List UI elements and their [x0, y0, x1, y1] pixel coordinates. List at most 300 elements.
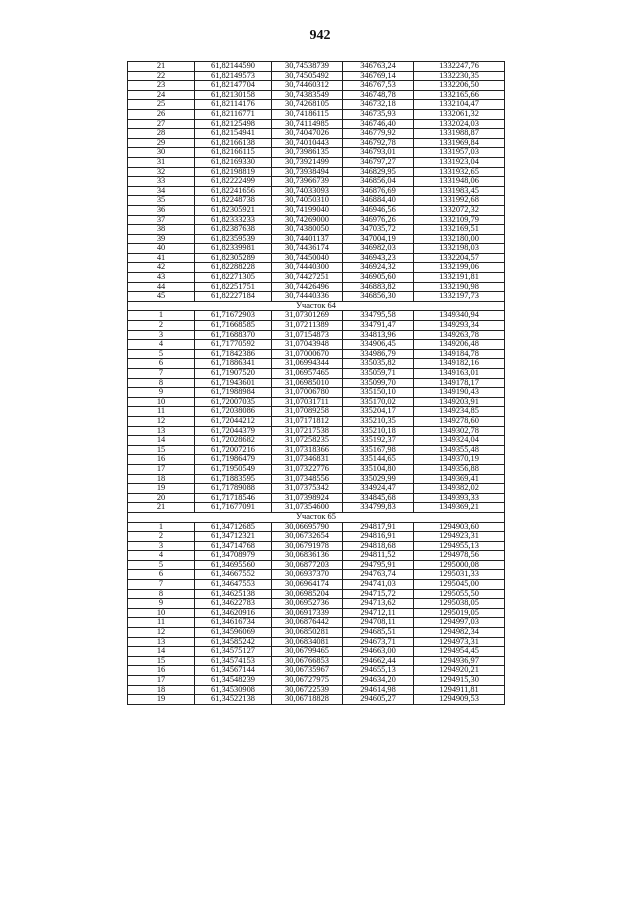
point-number-cell: 20: [128, 493, 195, 503]
x-coordinate-cell: 346982,03: [343, 244, 414, 254]
longitude-cell: 30,06877203: [272, 560, 343, 570]
longitude-cell: 30,06917339: [272, 608, 343, 618]
latitude-cell: 61,72007216: [195, 445, 272, 455]
y-coordinate-cell: 1294936,97: [414, 656, 505, 666]
longitude-cell: 30,06718828: [272, 695, 343, 705]
y-coordinate-cell: 1294973,31: [414, 637, 505, 647]
latitude-cell: 61,34548239: [195, 676, 272, 686]
x-coordinate-cell: 294614,98: [343, 685, 414, 695]
latitude-cell: 61,82169330: [195, 157, 272, 167]
y-coordinate-cell: 1295019,05: [414, 608, 505, 618]
longitude-cell: 30,74426496: [272, 282, 343, 292]
table-row: [128, 455, 505, 465]
table-row: [128, 628, 505, 638]
x-coordinate-cell: 346884,40: [343, 196, 414, 206]
longitude-cell: 31,07154873: [272, 330, 343, 340]
coordinates-table-body: [128, 62, 505, 705]
y-coordinate-cell: 1294982,34: [414, 628, 505, 638]
latitude-cell: 61,34622783: [195, 599, 272, 609]
point-number-cell: 17: [128, 464, 195, 474]
point-number-cell: 9: [128, 599, 195, 609]
y-coordinate-cell: 1332191,81: [414, 273, 505, 283]
table-row: [128, 215, 505, 225]
table-row: [128, 234, 505, 244]
table-row: [128, 196, 505, 206]
longitude-cell: 31,07258235: [272, 436, 343, 446]
x-coordinate-cell: 294663,00: [343, 647, 414, 657]
y-coordinate-cell: 1349324,04: [414, 436, 505, 446]
latitude-cell: 61,34567144: [195, 666, 272, 676]
y-coordinate-cell: 1295055,50: [414, 589, 505, 599]
point-number-cell: 31: [128, 157, 195, 167]
x-coordinate-cell: 335210,18: [343, 426, 414, 436]
point-number-cell: 7: [128, 369, 195, 379]
x-coordinate-cell: 347035,72: [343, 225, 414, 235]
latitude-cell: 61,34625138: [195, 589, 272, 599]
y-coordinate-cell: 1294923,31: [414, 532, 505, 542]
point-number-cell: 41: [128, 253, 195, 263]
longitude-cell: 31,07322776: [272, 464, 343, 474]
y-coordinate-cell: 1349302,78: [414, 426, 505, 436]
point-number-cell: 11: [128, 407, 195, 417]
longitude-cell: 30,06766853: [272, 656, 343, 666]
latitude-cell: 61,82154941: [195, 129, 272, 139]
y-coordinate-cell: 1349369,41: [414, 474, 505, 484]
y-coordinate-cell: 1332190,98: [414, 282, 505, 292]
latitude-cell: 61,82305289: [195, 253, 272, 263]
longitude-cell: 30,74010443: [272, 138, 343, 148]
longitude-cell: 30,06985204: [272, 589, 343, 599]
latitude-cell: 61,34647553: [195, 580, 272, 590]
table-row: [128, 273, 505, 283]
table-row: [128, 570, 505, 580]
x-coordinate-cell: 346856,04: [343, 177, 414, 187]
table-row: [128, 493, 505, 503]
point-number-cell: 39: [128, 234, 195, 244]
y-coordinate-cell: 1349356,88: [414, 464, 505, 474]
longitude-cell: 30,74186115: [272, 109, 343, 119]
y-coordinate-cell: 1349234,85: [414, 407, 505, 417]
longitude-cell: 30,74505492: [272, 71, 343, 81]
point-number-cell: 19: [128, 695, 195, 705]
latitude-cell: 61,34574153: [195, 656, 272, 666]
longitude-cell: 30,74199040: [272, 205, 343, 215]
longitude-cell: 31,07301269: [272, 311, 343, 321]
table-row: [128, 157, 505, 167]
latitude-cell: 61,82227184: [195, 292, 272, 302]
y-coordinate-cell: 1349355,48: [414, 445, 505, 455]
longitude-cell: 30,74460312: [272, 81, 343, 91]
section-header-row: [128, 512, 505, 522]
point-number-cell: 18: [128, 685, 195, 695]
longitude-cell: 30,06732654: [272, 532, 343, 542]
point-number-cell: 22: [128, 71, 195, 81]
x-coordinate-cell: 346943,23: [343, 253, 414, 263]
longitude-cell: 31,07031711: [272, 397, 343, 407]
latitude-cell: 61,34585242: [195, 637, 272, 647]
point-number-cell: 6: [128, 359, 195, 369]
y-coordinate-cell: 1332024,03: [414, 119, 505, 129]
latitude-cell: 61,34575127: [195, 647, 272, 657]
x-coordinate-cell: 294712,11: [343, 608, 414, 618]
x-coordinate-cell: 334986,79: [343, 349, 414, 359]
table-row: [128, 522, 505, 532]
y-coordinate-cell: 1294909,53: [414, 695, 505, 705]
page-number: 942: [309, 28, 331, 43]
y-coordinate-cell: 1349206,48: [414, 340, 505, 350]
point-number-cell: 26: [128, 109, 195, 119]
longitude-cell: 30,06836136: [272, 551, 343, 561]
table-row: [128, 330, 505, 340]
x-coordinate-cell: 335104,80: [343, 464, 414, 474]
latitude-cell: 61,82147704: [195, 81, 272, 91]
x-coordinate-cell: 334924,47: [343, 484, 414, 494]
latitude-cell: 61,82305921: [195, 205, 272, 215]
table-row: [128, 225, 505, 235]
point-number-cell: 13: [128, 637, 195, 647]
y-coordinate-cell: 1332061,32: [414, 109, 505, 119]
longitude-cell: 31,07006780: [272, 388, 343, 398]
x-coordinate-cell: 346876,69: [343, 186, 414, 196]
y-coordinate-cell: 1349370,19: [414, 455, 505, 465]
x-coordinate-cell: 294673,71: [343, 637, 414, 647]
x-coordinate-cell: 346779,92: [343, 129, 414, 139]
point-number-cell: 8: [128, 378, 195, 388]
y-coordinate-cell: 1294978,56: [414, 551, 505, 561]
table-row: [128, 81, 505, 91]
x-coordinate-cell: 294795,91: [343, 560, 414, 570]
point-number-cell: 45: [128, 292, 195, 302]
x-coordinate-cell: 294741,03: [343, 580, 414, 590]
x-coordinate-cell: 334813,96: [343, 330, 414, 340]
table-row: [128, 186, 505, 196]
y-coordinate-cell: 1294997,03: [414, 618, 505, 628]
latitude-cell: 61,82144590: [195, 62, 272, 72]
y-coordinate-cell: 1294911,81: [414, 685, 505, 695]
latitude-cell: 61,72044212: [195, 416, 272, 426]
table-row: [128, 263, 505, 273]
longitude-cell: 31,07171812: [272, 416, 343, 426]
latitude-cell: 61,82222499: [195, 177, 272, 187]
point-number-cell: 44: [128, 282, 195, 292]
y-coordinate-cell: 1331992,68: [414, 196, 505, 206]
x-coordinate-cell: 346748,78: [343, 90, 414, 100]
table-row: [128, 244, 505, 254]
table-row: [128, 685, 505, 695]
longitude-cell: 31,07211389: [272, 321, 343, 331]
y-coordinate-cell: 1332247,76: [414, 62, 505, 72]
latitude-cell: 61,34712685: [195, 522, 272, 532]
y-coordinate-cell: 1332206,50: [414, 81, 505, 91]
table-row: [128, 618, 505, 628]
point-number-cell: 2: [128, 532, 195, 542]
table-row: [128, 340, 505, 350]
y-coordinate-cell: 1331923,04: [414, 157, 505, 167]
point-number-cell: 1: [128, 311, 195, 321]
x-coordinate-cell: 335035,82: [343, 359, 414, 369]
x-coordinate-cell: 346946,56: [343, 205, 414, 215]
x-coordinate-cell: 294811,52: [343, 551, 414, 561]
table-row: [128, 503, 505, 513]
longitude-cell: 31,07346831: [272, 455, 343, 465]
longitude-cell: 31,07318366: [272, 445, 343, 455]
table-row: [128, 647, 505, 657]
latitude-cell: 61,34596069: [195, 628, 272, 638]
longitude-cell: 30,73938494: [272, 167, 343, 177]
x-coordinate-cell: 294655,13: [343, 666, 414, 676]
y-coordinate-cell: 1331957,03: [414, 148, 505, 158]
longitude-cell: 30,06876442: [272, 618, 343, 628]
x-coordinate-cell: 335210,35: [343, 416, 414, 426]
point-number-cell: 3: [128, 330, 195, 340]
x-coordinate-cell: 335059,71: [343, 369, 414, 379]
table-row: [128, 148, 505, 158]
point-number-cell: 15: [128, 656, 195, 666]
longitude-cell: 31,07043948: [272, 340, 343, 350]
longitude-cell: 30,73966739: [272, 177, 343, 187]
x-coordinate-cell: 294662,44: [343, 656, 414, 666]
point-number-cell: 9: [128, 388, 195, 398]
point-number-cell: 13: [128, 426, 195, 436]
point-number-cell: 29: [128, 138, 195, 148]
x-coordinate-cell: 294818,68: [343, 541, 414, 551]
x-coordinate-cell: 346793,01: [343, 148, 414, 158]
x-coordinate-cell: 346792,78: [343, 138, 414, 148]
longitude-cell: 30,74269000: [272, 215, 343, 225]
table-row: [128, 129, 505, 139]
longitude-cell: 30,74538739: [272, 62, 343, 72]
latitude-cell: 61,71677091: [195, 503, 272, 513]
y-coordinate-cell: 1294920,21: [414, 666, 505, 676]
point-number-cell: 15: [128, 445, 195, 455]
longitude-cell: 30,06952736: [272, 599, 343, 609]
x-coordinate-cell: 334845,68: [343, 493, 414, 503]
point-number-cell: 11: [128, 618, 195, 628]
point-number-cell: 27: [128, 119, 195, 129]
latitude-cell: 61,82125498: [195, 119, 272, 129]
point-number-cell: 23: [128, 81, 195, 91]
table-row: [128, 551, 505, 561]
table-row: [128, 359, 505, 369]
longitude-cell: 30,74268105: [272, 100, 343, 110]
latitude-cell: 61,71883595: [195, 474, 272, 484]
latitude-cell: 61,71943601: [195, 378, 272, 388]
table-row: [128, 369, 505, 379]
latitude-cell: 61,71907520: [195, 369, 272, 379]
y-coordinate-cell: 1332169,51: [414, 225, 505, 235]
latitude-cell: 61,82387638: [195, 225, 272, 235]
x-coordinate-cell: 346735,93: [343, 109, 414, 119]
table-row: [128, 464, 505, 474]
longitude-cell: 31,07354600: [272, 503, 343, 513]
x-coordinate-cell: 335204,17: [343, 407, 414, 417]
x-coordinate-cell: 294763,74: [343, 570, 414, 580]
latitude-cell: 61,82149573: [195, 71, 272, 81]
y-coordinate-cell: 1332199,06: [414, 263, 505, 273]
y-coordinate-cell: 1331948,06: [414, 177, 505, 187]
point-number-cell: 7: [128, 580, 195, 590]
longitude-cell: 30,74114985: [272, 119, 343, 129]
point-number-cell: 17: [128, 676, 195, 686]
latitude-cell: 61,71988984: [195, 388, 272, 398]
longitude-cell: 31,06985010: [272, 378, 343, 388]
y-coordinate-cell: 1332104,47: [414, 100, 505, 110]
table-row: [128, 397, 505, 407]
y-coordinate-cell: 1349369,21: [414, 503, 505, 513]
point-number-cell: 21: [128, 503, 195, 513]
table-row: [128, 138, 505, 148]
y-coordinate-cell: 1332109,79: [414, 215, 505, 225]
x-coordinate-cell: 294685,51: [343, 628, 414, 638]
table-row: [128, 589, 505, 599]
table-row: [128, 62, 505, 72]
x-coordinate-cell: 335029,99: [343, 474, 414, 484]
table-row: [128, 676, 505, 686]
table-row: [128, 436, 505, 446]
point-number-cell: 10: [128, 397, 195, 407]
x-coordinate-cell: 346924,32: [343, 263, 414, 273]
latitude-cell: 61,72038086: [195, 407, 272, 417]
longitude-cell: 30,74450040: [272, 253, 343, 263]
table-row: [128, 407, 505, 417]
point-number-cell: 12: [128, 416, 195, 426]
table-row: [128, 119, 505, 129]
point-number-cell: 28: [128, 129, 195, 139]
point-number-cell: 16: [128, 666, 195, 676]
table-row: [128, 282, 505, 292]
latitude-cell: 61,72028682: [195, 436, 272, 446]
latitude-cell: 61,82116771: [195, 109, 272, 119]
point-number-cell: 1: [128, 522, 195, 532]
y-coordinate-cell: 1332197,73: [414, 292, 505, 302]
y-coordinate-cell: 1349382,02: [414, 484, 505, 494]
y-coordinate-cell: 1349178,17: [414, 378, 505, 388]
y-coordinate-cell: 1294903,60: [414, 522, 505, 532]
longitude-cell: 30,06850281: [272, 628, 343, 638]
x-coordinate-cell: 334791,47: [343, 321, 414, 331]
table-row: [128, 378, 505, 388]
latitude-cell: 61,82248738: [195, 196, 272, 206]
y-coordinate-cell: 1332072,32: [414, 205, 505, 215]
y-coordinate-cell: 1349203,91: [414, 397, 505, 407]
point-number-cell: 40: [128, 244, 195, 254]
latitude-cell: 61,72007035: [195, 397, 272, 407]
point-number-cell: 36: [128, 205, 195, 215]
latitude-cell: 61,82114176: [195, 100, 272, 110]
table-row: [128, 109, 505, 119]
y-coordinate-cell: 1294954,45: [414, 647, 505, 657]
section-title: Участок 65: [128, 512, 505, 522]
x-coordinate-cell: 335099,70: [343, 378, 414, 388]
point-number-cell: 5: [128, 560, 195, 570]
longitude-cell: 31,07348556: [272, 474, 343, 484]
longitude-cell: 30,06722539: [272, 685, 343, 695]
y-coordinate-cell: 1294915,30: [414, 676, 505, 686]
table-row: [128, 71, 505, 81]
table-row: [128, 292, 505, 302]
longitude-cell: 31,06957465: [272, 369, 343, 379]
point-number-cell: 3: [128, 541, 195, 551]
table-row: [128, 205, 505, 215]
latitude-cell: 61,71672903: [195, 311, 272, 321]
y-coordinate-cell: 1332165,66: [414, 90, 505, 100]
x-coordinate-cell: 346767,53: [343, 81, 414, 91]
longitude-cell: 30,74050310: [272, 196, 343, 206]
latitude-cell: 61,82130158: [195, 90, 272, 100]
latitude-cell: 61,72044379: [195, 426, 272, 436]
x-coordinate-cell: 294817,91: [343, 522, 414, 532]
table-row: [128, 484, 505, 494]
x-coordinate-cell: 294715,72: [343, 589, 414, 599]
point-number-cell: 16: [128, 455, 195, 465]
latitude-cell: 61,82166115: [195, 148, 272, 158]
x-coordinate-cell: 346769,14: [343, 71, 414, 81]
latitude-cell: 61,34530908: [195, 685, 272, 695]
longitude-cell: 30,73921499: [272, 157, 343, 167]
longitude-cell: 30,74440336: [272, 292, 343, 302]
latitude-cell: 61,34708979: [195, 551, 272, 561]
table-row: [128, 474, 505, 484]
x-coordinate-cell: 335150,10: [343, 388, 414, 398]
longitude-cell: 30,06834081: [272, 637, 343, 647]
point-number-cell: 5: [128, 349, 195, 359]
latitude-cell: 61,82339981: [195, 244, 272, 254]
latitude-cell: 61,71986479: [195, 455, 272, 465]
longitude-cell: 30,06727975: [272, 676, 343, 686]
x-coordinate-cell: 346856,30: [343, 292, 414, 302]
y-coordinate-cell: 1295045,00: [414, 580, 505, 590]
point-number-cell: 32: [128, 167, 195, 177]
point-number-cell: 38: [128, 225, 195, 235]
table-row: [128, 349, 505, 359]
y-coordinate-cell: 1349182,16: [414, 359, 505, 369]
y-coordinate-cell: 1349340,94: [414, 311, 505, 321]
y-coordinate-cell: 1331969,84: [414, 138, 505, 148]
latitude-cell: 61,34695560: [195, 560, 272, 570]
y-coordinate-cell: 1294955,13: [414, 541, 505, 551]
longitude-cell: 31,07398924: [272, 493, 343, 503]
y-coordinate-cell: 1295000,08: [414, 560, 505, 570]
x-coordinate-cell: 347004,19: [343, 234, 414, 244]
table-row: [128, 177, 505, 187]
longitude-cell: 30,74427251: [272, 273, 343, 283]
x-coordinate-cell: 294816,91: [343, 532, 414, 542]
table-row: [128, 167, 505, 177]
longitude-cell: 31,07217538: [272, 426, 343, 436]
y-coordinate-cell: 1349293,34: [414, 321, 505, 331]
longitude-cell: 30,74436174: [272, 244, 343, 254]
x-coordinate-cell: 346732,18: [343, 100, 414, 110]
longitude-cell: 30,74401137: [272, 234, 343, 244]
longitude-cell: 30,74047026: [272, 129, 343, 139]
section-title: Участок 64: [128, 301, 505, 311]
x-coordinate-cell: 346763,24: [343, 62, 414, 72]
x-coordinate-cell: 335167,98: [343, 445, 414, 455]
coordinates-table: [127, 61, 505, 705]
y-coordinate-cell: 1349184,78: [414, 349, 505, 359]
table-row: [128, 560, 505, 570]
latitude-cell: 61,71688370: [195, 330, 272, 340]
point-number-cell: 37: [128, 215, 195, 225]
latitude-cell: 61,34667552: [195, 570, 272, 580]
point-number-cell: 19: [128, 484, 195, 494]
latitude-cell: 61,82241656: [195, 186, 272, 196]
latitude-cell: 61,34714768: [195, 541, 272, 551]
latitude-cell: 61,82251751: [195, 282, 272, 292]
x-coordinate-cell: 334799,83: [343, 503, 414, 513]
latitude-cell: 61,71886341: [195, 359, 272, 369]
table-row: [128, 416, 505, 426]
